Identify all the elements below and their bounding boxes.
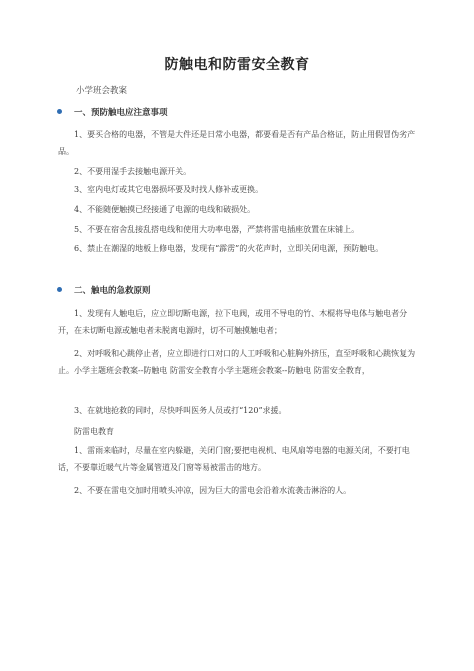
bullet-icon bbox=[57, 109, 62, 114]
list-item: 6、禁止在潮湿的地板上修电器，发现有“霹雳”的火花声时，立即关闭电源，预防触电。 bbox=[74, 244, 384, 253]
section-heading-first-aid bbox=[57, 284, 151, 296]
list-item: 1、雷雨来临时，尽量在室内躲避，关闭门窗;要把电视机、电风扇等电器的电源关闭，不要打电话，不要靠近暖气片等金属管道及门窗等易被雷击的地方。 bbox=[58, 446, 410, 472]
page-subtitle: 小学班会教案 bbox=[76, 86, 128, 96]
list-item: 2、不要用湿手去接触电源开关。 bbox=[74, 167, 192, 176]
list-item: 3、在就地抢救的同时，尽快呼叫医务人员或打“120”求援。 bbox=[74, 406, 287, 415]
section-heading-label: 一、预防触电应注意事项 bbox=[74, 108, 168, 118]
page-title: 防触电和防雷安全教育 bbox=[164, 57, 310, 73]
section-heading-label: 二、触电的急救原则 bbox=[74, 286, 151, 296]
list-item: 4、不能随便触摸已经接通了电源的电线和破损处。 bbox=[74, 205, 256, 214]
list-item: 3、室内电灯或其它电器损坏要及时找人修补或更换。 bbox=[74, 185, 264, 194]
list-item: 1、要买合格的电器，不管是大件还是日常小电器，都要看是否有产品合格证，防止用假冒伪劣产品。 bbox=[58, 130, 416, 156]
section-heading-prevention bbox=[57, 106, 168, 118]
bullet-icon bbox=[57, 287, 62, 292]
list-item: 2、不要在雷电交加时用喷头冲凉，因为巨大的雷电会沿着水流袭击淋浴的人。 bbox=[74, 486, 352, 495]
lightning-heading: 防雷电教育 bbox=[74, 427, 114, 436]
list-item: 5、不要在宿舍乱接乱搭电线和使用大功率电器，严禁将雷电插座放置在床铺上。 bbox=[74, 225, 360, 234]
list-item: 1、发现有人触电后，应立即切断电源，拉下电阀，或用不导电的竹、木棍将导电体与触电者分开，在未切断电源或触电者未脱离电源时，切不可触摸触电者； bbox=[58, 309, 408, 335]
list-item: 2、对呼吸和心跳停止者，应立即进行口对口的人工呼吸和心脏胸外挤压，直至呼吸和心跳恢复为止。小学主题班会教案--防触电 防雷安全教育小学主题班会教案--防触电 防雷安全教育， bbox=[58, 349, 416, 375]
